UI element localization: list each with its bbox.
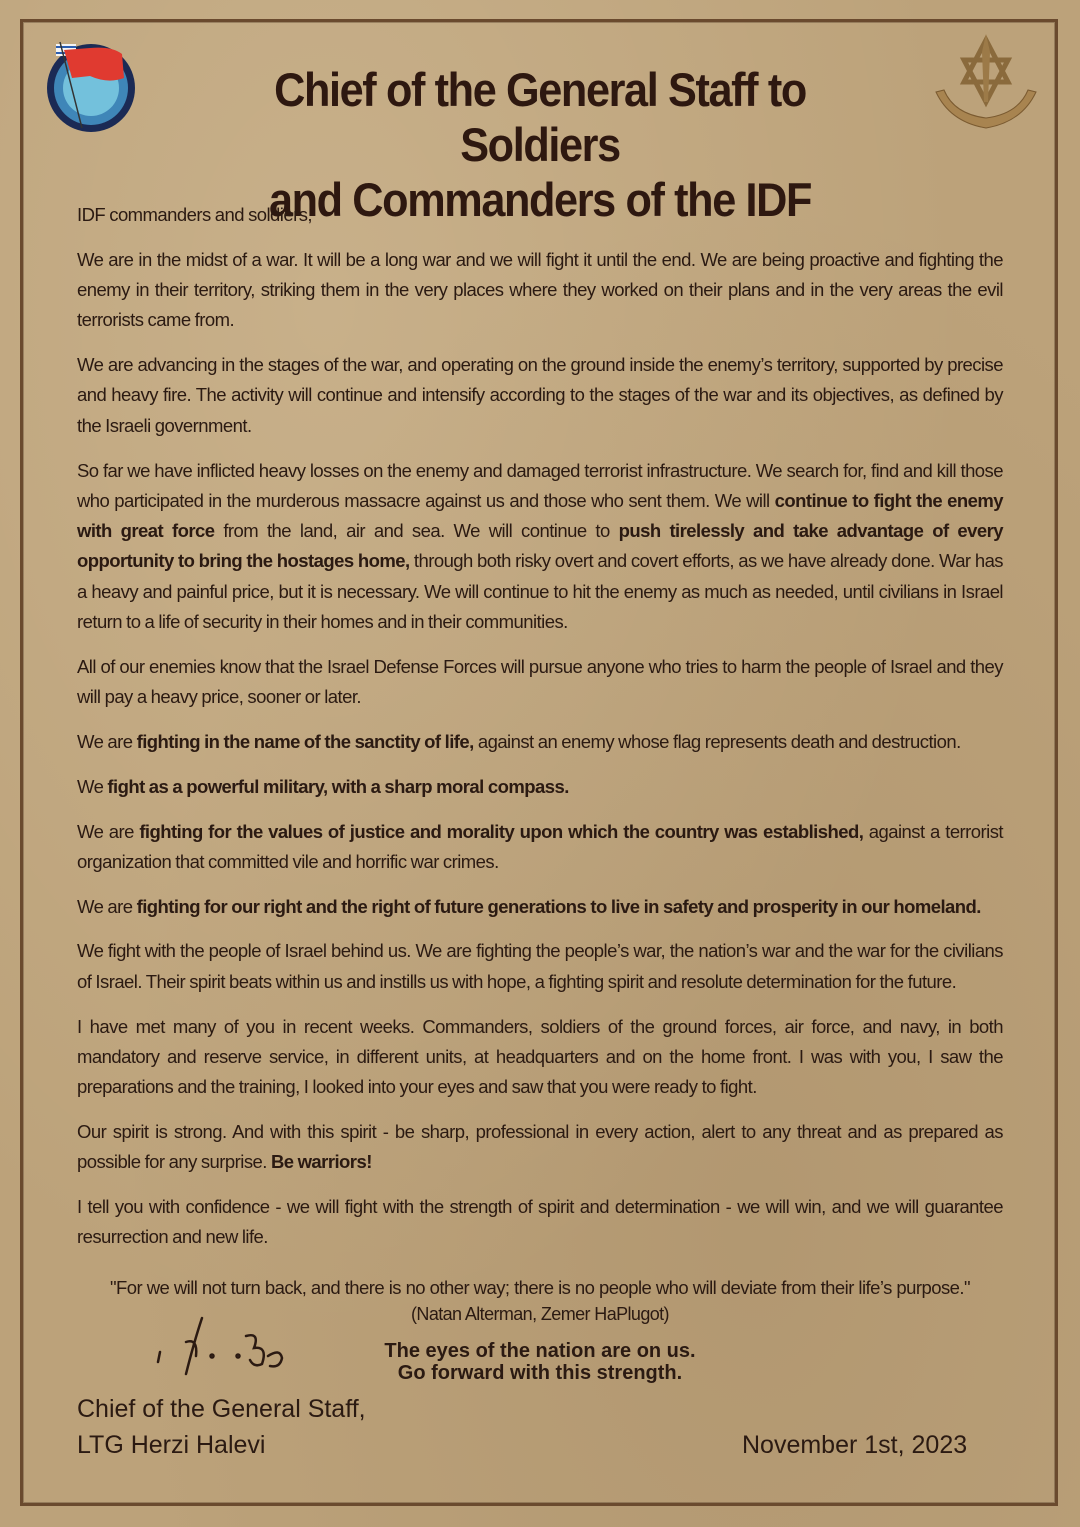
text: All of our enemies know that the Israel Defense Forces will pursue anyone who tries to harm the people of Israel and they will pay a heavy price, sooner or later. <box>77 655 1003 708</box>
letter-date: November 1st, 2023 <box>742 1431 968 1459</box>
title-line-2: and Commanders of the IDF <box>268 173 812 226</box>
text: I tell you with confidence - we will fight with the strength of spirit and determination - we will win, and we will guarantee resurrection and new life. <box>77 1196 1003 1248</box>
bold-text: continue to fight the enemy with great force <box>77 489 1003 542</box>
bold-text: Be warriors! <box>270 1151 372 1173</box>
signer-title: Chief of the General Staff, <box>77 1395 366 1423</box>
letter-paragraph <box>77 892 1003 922</box>
letter-paragraph <box>77 350 1003 441</box>
text: from the land, air and sea. We will continue to <box>214 520 619 542</box>
motto-line-1: The eyes of the nation are on us. <box>384 1340 696 1362</box>
bold-text: fighting in the name of the sanctity of life, <box>136 730 474 752</box>
bold-text: fight as a powerful military, with a sharp moral compass. <box>107 775 569 797</box>
letter-paragraph <box>77 936 1003 997</box>
letter-paragraph <box>77 652 1003 713</box>
bold-text: push tirelessly and take advantage of every opportunity to bring the hostages home, <box>77 520 1004 572</box>
text: I have met many of you in recent weeks. Commanders, soldiers of the ground forces, air force, and navy, in both mandatory and reserve service, in different units, at headquarters and on the home front. I was with you, I saw the preparations and the training, I looked into your eyes and saw that you were ready to fight. <box>77 1015 1003 1098</box>
text: through both risky overt and covert efforts, as we have already done. War has a heavy and painful price, but it is necessary. We will continue to hit the enemy as much as needed, until civilians in Israel return to a life of security in their homes and in their communities. <box>77 550 1004 633</box>
text: We are in the midst of a war. It will be a long war and we will fight it until the end. We are being proactive and fighting the enemy in their territory, striking them in the very places where they worked on their plans and in the very areas the evil terrorists came from. <box>77 248 1003 331</box>
letter-paragraph <box>77 727 1003 757</box>
bold-text: fighting for the values of justice and morality upon which the country was established, <box>139 820 864 842</box>
letter-paragraph <box>77 200 1003 230</box>
letter-paragraph <box>77 245 1003 336</box>
text: Our spirit is strong. And with this spirit - be sharp, professional in every action, alert to any threat and as prepared as possible for any surprise. <box>77 1120 1003 1173</box>
alterman-quote: "For we will not turn back, and there is no other way; there is no people who will deviate from their life’s purpose." <box>110 1277 970 1298</box>
text: against an enemy whose flag represents death and destruction. <box>473 730 961 752</box>
text: We are <box>77 730 137 752</box>
letter-paragraph <box>77 817 1003 878</box>
letter-paragraph <box>77 456 1003 638</box>
handwritten-signature-icon <box>150 1312 290 1382</box>
signer-name: LTG Herzi Halevi <box>77 1431 266 1459</box>
letter-paragraph <box>77 1117 1003 1178</box>
text: We are advancing in the stages of the war, and operating on the ground inside the enemy’s territory, supported by precise and heavy fire. The activity will continue and intensify according to the stages of the war and its objectives, as defined by the Israeli government. <box>77 354 1003 436</box>
letter-paragraph <box>77 772 1003 802</box>
text: We fight with the people of Israel behind us. We are fighting the people’s war, the nation’s war and the war for the civilians of Israel. Their spirit beats within us and instills us with hope, a fighting spirit and resolute determination for the future. <box>77 940 1003 992</box>
text: We <box>77 775 108 797</box>
quote-citation: (Natan Alterman, Zemer HaPlugot) <box>411 1304 669 1324</box>
letter-body <box>77 200 1003 1267</box>
text: against a terrorist organization that committed vile and horrific war crimes. <box>77 820 1003 872</box>
text: We are <box>77 895 137 917</box>
title-line-1: Chief of the General Staff to Soldiers <box>274 63 806 171</box>
motto <box>330 1340 750 1384</box>
motto-line-2: Go forward with this strength. <box>397 1362 683 1384</box>
text: IDF commanders and soldiers, <box>77 204 313 225</box>
letter-paragraph <box>77 1192 1003 1253</box>
letter-paragraph <box>77 1012 1003 1103</box>
text: We are <box>77 820 140 842</box>
idf-emblem-icon <box>930 32 1042 137</box>
chief-of-staff-emblem-icon <box>42 36 140 134</box>
text: So far we have inflicted heavy losses on the enemy and damaged terrorist infrastructure. We search for, find and kill those who participated in the murderous massacre against us and those who sent them. We will <box>77 459 1003 511</box>
bold-text: fighting for our right and the right of future generations to live in safety and prosperity in our homeland. <box>136 895 981 917</box>
